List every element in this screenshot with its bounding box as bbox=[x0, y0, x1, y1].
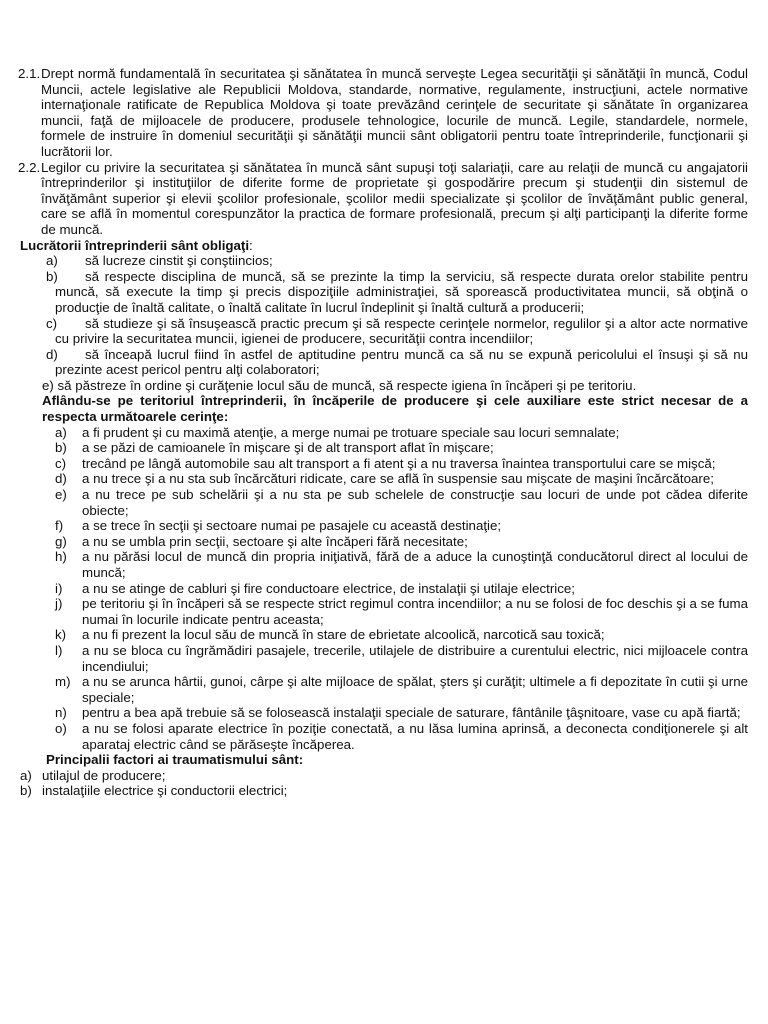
obligations-list bbox=[0, 253, 768, 393]
list-item-text: a nu trece pe sub schelării şi a nu sta pe sub schelele de construcţie sau locuri de unde pot cădea diferite obiecte; bbox=[82, 487, 748, 518]
list-item-text: instalaţiile electrice şi conductorii electrici; bbox=[42, 783, 288, 799]
list-item-label: a) bbox=[20, 767, 32, 783]
list-item-text: a nu fi prezent la locul său de muncă în stare de ebrietate alcoolică, narcotică sau toxică; bbox=[82, 627, 605, 643]
list-item-label: j) bbox=[55, 596, 63, 612]
list-item-text: a nu părăsi locul de muncă din propria iniţiativă, fără de a aduce la cunoştinţă conducătorul direct al locului de muncă; bbox=[82, 549, 748, 580]
list-item-text: să păstreze în ordine şi curăţenie locul său de muncă, să respecte igiena în încăperi şi pe teritoriu. bbox=[57, 377, 637, 393]
list-item bbox=[0, 518, 768, 534]
list-item-text: pentru a bea apă trebuie să se folosească instalaţii speciale de saturare, fântânile ţâşnitoare, vase cu apă fiartă; bbox=[82, 705, 741, 721]
list-item-label: m) bbox=[55, 674, 71, 690]
list-item-label: b) bbox=[46, 268, 58, 284]
list-item bbox=[0, 269, 768, 316]
list-item-label: b) bbox=[55, 440, 67, 456]
list-item bbox=[0, 347, 768, 378]
paragraph-text: Legilor cu privire la securitatea şi sănătatea în muncă sânt supuşi toţi salariaţii, care au relaţii de muncă cu angajatorii întreprinderilor şi instituţiilor de diferite forme de proprietate şi gospodărire precum şi studenţii din sistemul de învăţământ superior şi elevii şcolilor profesionale, şcolilor medii specializate şi şcolilor de învăţământ public general, care se află în momentul corespunzător la practica de formare profesională, precum şi alţi participanţi la diferite forme de muncă. bbox=[41, 159, 748, 237]
list-item bbox=[0, 674, 768, 705]
list-item-text: să respecte disciplina de muncă, să se prezinte la timp la serviciu, să respecte durata orelor stabilite pentru muncă, să execute la timp şi precis dispoziţiile administraţiei, să sporească productivitatea muncii, să obţină o producţie de înaltă calitate, o înaltă calitate în lucrul îndeplinit şi înaltă cultură a producerii; bbox=[55, 268, 748, 315]
list-item-label: i) bbox=[55, 580, 63, 596]
list-item-label: n) bbox=[55, 705, 67, 721]
list-item-label: h) bbox=[55, 549, 67, 565]
list-item bbox=[0, 549, 768, 580]
obligations-heading-colon: : bbox=[249, 237, 253, 253]
list-item-text: a fi prudent şi cu maximă atenţie, a merge numai pe trotuare speciale sau locuri semnalate; bbox=[82, 424, 620, 440]
list-item bbox=[0, 440, 768, 456]
list-item-text: să lucreze cinstit şi conştiincios; bbox=[85, 253, 273, 269]
factors-list bbox=[0, 768, 768, 799]
list-item-text: a nu se arunca hârtii, gunoi, cârpe şi alte mijloace de spălat, şters şi curăţit; ultimele a fi depozitate în cutii şi urne speciale; bbox=[82, 674, 748, 705]
list-item-label: e) bbox=[42, 377, 54, 393]
list-item-label: c) bbox=[55, 455, 67, 471]
list-item bbox=[0, 783, 768, 799]
list-item bbox=[0, 721, 768, 752]
list-item bbox=[0, 581, 768, 597]
list-item bbox=[0, 316, 768, 347]
list-item-label: o) bbox=[55, 720, 67, 736]
requirements-list bbox=[0, 425, 768, 752]
list-item-text: a nu se folosi aparate electrice în poziţie conectată, a nu lăsa lumina aprinsă, a deconecta condiţionerele şi alt aparataj electric când se părăseşte încăperea. bbox=[82, 720, 748, 752]
list-item bbox=[0, 378, 768, 394]
list-item-label: b) bbox=[20, 783, 32, 799]
list-item bbox=[0, 471, 768, 487]
list-item-text: pe teritoriu şi în încăperi să se respecte strict regimul contra incendiilor; a nu se folosi de foc deschis şi a se fuma numai în locurile indicate pentru aceasta; bbox=[82, 596, 748, 627]
obligations-heading-text: Lucrătorii întreprinderii sânt obligaţi bbox=[20, 237, 250, 253]
list-item bbox=[0, 456, 768, 472]
list-item bbox=[0, 596, 768, 627]
list-item-text: trecând pe lângă automobile sau alt transport a fi atent şi a nu traversa înaintea transportului care se mişcă; bbox=[82, 455, 716, 471]
list-item bbox=[0, 487, 768, 518]
list-item bbox=[0, 627, 768, 643]
paragraph-text: Drept normă fundamentală în securitatea şi sănătatea în muncă serveşte Legea securităţii şi sănătăţii în muncă, Codul Muncii, actele legislative ale Republicii Moldova, standarde, normative, regulamente, instrucţiuni, actele normative internaţionale ratificate de Republica Moldova şi toate prevăzând cerinţele de securitate şi sănătate în organizarea muncii, faţă de mijloacele de producere, produsele tehnologice, locurile de muncă. Legile, standardele, normele, formele de instruire în domeniul securităţii şi sănătăţii muncii sânt obligatorii pentru toate întreprinderile, funcţionarii şi lucrătorii lor. bbox=[41, 66, 748, 159]
document-page bbox=[0, 66, 768, 799]
territory-heading: Aflându-se pe teritoriul întreprinderii, în încăperile de producere şi cele auxiliare este strict necesar de a respecta următoarele cerinţe: bbox=[42, 393, 748, 425]
list-item-text: utilajul de producere; bbox=[42, 767, 166, 783]
list-item-text: a nu se atinge de cabluri şi fire conductoare electrice, de instalaţii şi utilaje electrice; bbox=[82, 580, 575, 596]
list-item-label: e) bbox=[55, 487, 67, 503]
list-item-label: d) bbox=[46, 346, 58, 362]
list-item bbox=[0, 425, 768, 441]
list-item-label: g) bbox=[55, 533, 67, 549]
list-item-label: d) bbox=[55, 471, 67, 487]
list-item-label: a) bbox=[46, 253, 58, 269]
list-item-text: a nu se bloca cu îngrămădiri pasajele, trecerile, utilajele de distribuire a curentului electric, nici mijloacele contra incendiului; bbox=[82, 642, 748, 674]
factors-heading: Principalii factori ai traumatismului sânt: bbox=[46, 752, 304, 768]
list-item bbox=[0, 534, 768, 550]
list-item bbox=[0, 705, 768, 721]
list-item-text: să înceapă lucrul fiind în astfel de aptitudine pentru muncă ca să nu se expună pericolului el însuşi şi să nu prezinte acest pericol pentru alţi colaboratori; bbox=[55, 346, 748, 378]
list-item-label: f) bbox=[55, 518, 64, 534]
list-item-label: a) bbox=[55, 424, 67, 440]
paragraph-number: 2.2. bbox=[18, 159, 41, 175]
list-item-label: c) bbox=[46, 315, 58, 331]
paragraph-2-1 bbox=[0, 66, 768, 160]
list-item-text: a se trece în secţii şi sectoare numai pe pasajele cu această destinaţie; bbox=[82, 518, 502, 534]
obligations-heading bbox=[0, 238, 768, 254]
list-item bbox=[0, 643, 768, 674]
list-item-text: să studieze şi să însuşească practic precum şi să respecte cerinţele normelor, regulilor şi a altor acte normative cu privire la securitatea muncii, igienei de producere, securităţii contra incendiilor; bbox=[55, 315, 748, 347]
list-item-text: a nu trece şi a nu sta sub încărcături ridicate, care se află în suspensie sau mişcate de maşini încărcătoare; bbox=[82, 471, 714, 487]
list-item-label: l) bbox=[55, 642, 63, 658]
list-item-text: a se păzi de camioanele în mişcare şi de alt transport aflat în mişcare; bbox=[82, 440, 494, 456]
list-item bbox=[0, 253, 768, 269]
list-item-text: a nu se umbla prin secţii, sectoare şi alte încăperi fără necesitate; bbox=[82, 533, 468, 549]
list-item bbox=[0, 768, 768, 784]
paragraph-2-2 bbox=[0, 160, 768, 238]
paragraph-number: 2.1. bbox=[18, 66, 41, 81]
list-item-label: k) bbox=[55, 627, 67, 643]
